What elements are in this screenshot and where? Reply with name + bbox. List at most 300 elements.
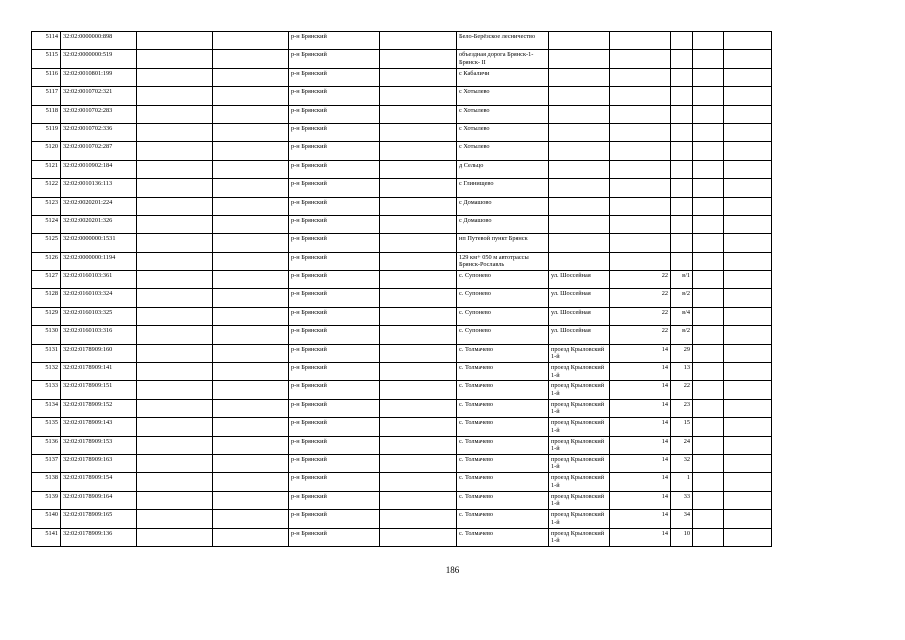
registry-table-body bbox=[32, 32, 772, 547]
cadastral-number-cell: 32:02:0178909:154 bbox=[61, 473, 137, 491]
building-cell: 13 bbox=[671, 363, 693, 381]
registry-table bbox=[31, 31, 772, 547]
street-cell bbox=[549, 50, 610, 68]
empty-cell bbox=[380, 528, 457, 546]
street-cell: проезд Крыловский 1-й bbox=[549, 344, 610, 362]
house-cell: 14 bbox=[610, 418, 671, 436]
district-cell: р-н Брянский bbox=[289, 50, 380, 68]
empty-cell bbox=[213, 197, 289, 215]
empty-cell bbox=[137, 363, 213, 381]
empty-cell bbox=[137, 436, 213, 454]
locality-cell: с Домашово bbox=[457, 215, 549, 233]
building-cell bbox=[671, 160, 693, 178]
house-cell: 14 bbox=[610, 436, 671, 454]
row-number-cell: 5128 bbox=[32, 289, 61, 307]
district-cell: р-н Брянский bbox=[289, 87, 380, 105]
table-row bbox=[32, 399, 772, 417]
cadastral-number-cell: 32:02:0178909:164 bbox=[61, 491, 137, 509]
locality-cell: с. Супонево bbox=[457, 326, 549, 344]
row-number-cell: 5117 bbox=[32, 87, 61, 105]
empty-cell bbox=[137, 123, 213, 141]
table-row bbox=[32, 418, 772, 436]
empty-cell bbox=[380, 50, 457, 68]
empty-cell bbox=[213, 105, 289, 123]
house-cell: 14 bbox=[610, 381, 671, 399]
house-cell bbox=[610, 234, 671, 252]
empty-cell bbox=[724, 105, 772, 123]
empty-cell bbox=[213, 363, 289, 381]
building-cell bbox=[671, 50, 693, 68]
locality-cell: д Сельцо bbox=[457, 160, 549, 178]
empty-cell bbox=[137, 179, 213, 197]
row-number-cell: 5115 bbox=[32, 50, 61, 68]
empty-cell bbox=[213, 510, 289, 528]
district-cell: р-н Брянский bbox=[289, 418, 380, 436]
cadastral-number-cell: 32:02:0160103:361 bbox=[61, 271, 137, 289]
cadastral-number-cell: 32:02:0178909:163 bbox=[61, 454, 137, 472]
row-number-cell: 5129 bbox=[32, 307, 61, 325]
district-cell: р-н Брянский bbox=[289, 381, 380, 399]
district-cell: р-н Брянский bbox=[289, 454, 380, 472]
house-cell: 22 bbox=[610, 271, 671, 289]
row-number-cell: 5114 bbox=[32, 32, 61, 50]
district-cell: р-н Брянский bbox=[289, 123, 380, 141]
empty-cell bbox=[213, 68, 289, 86]
empty-cell bbox=[137, 510, 213, 528]
empty-cell bbox=[380, 105, 457, 123]
row-number-cell: 5141 bbox=[32, 528, 61, 546]
building-cell bbox=[671, 123, 693, 141]
empty-cell bbox=[693, 381, 724, 399]
building-cell bbox=[671, 197, 693, 215]
cadastral-number-cell: 32:02:0010136:113 bbox=[61, 179, 137, 197]
building-cell bbox=[671, 234, 693, 252]
row-number-cell: 5120 bbox=[32, 142, 61, 160]
empty-cell bbox=[380, 510, 457, 528]
empty-cell bbox=[724, 307, 772, 325]
house-cell bbox=[610, 160, 671, 178]
locality-cell: с Домашово bbox=[457, 197, 549, 215]
cadastral-number-cell: 32:02:0178909:153 bbox=[61, 436, 137, 454]
street-cell bbox=[549, 215, 610, 233]
locality-cell: с. Толмачево bbox=[457, 473, 549, 491]
row-number-cell: 5130 bbox=[32, 326, 61, 344]
row-number-cell: 5138 bbox=[32, 473, 61, 491]
building-cell: 23 bbox=[671, 399, 693, 417]
empty-cell bbox=[724, 160, 772, 178]
table-row bbox=[32, 50, 772, 68]
empty-cell bbox=[137, 234, 213, 252]
house-cell bbox=[610, 179, 671, 197]
empty-cell bbox=[724, 344, 772, 362]
empty-cell bbox=[380, 197, 457, 215]
locality-cell: нп Путевой пункт Брянск bbox=[457, 234, 549, 252]
empty-cell bbox=[724, 289, 772, 307]
empty-cell bbox=[693, 528, 724, 546]
building-cell: 1 bbox=[671, 473, 693, 491]
district-cell: р-н Брянский bbox=[289, 234, 380, 252]
row-number-cell: 5125 bbox=[32, 234, 61, 252]
district-cell: р-н Брянский bbox=[289, 68, 380, 86]
row-number-cell: 5116 bbox=[32, 68, 61, 86]
district-cell: р-н Брянский bbox=[289, 363, 380, 381]
locality-cell: с. Толмачево bbox=[457, 381, 549, 399]
table-row bbox=[32, 252, 772, 270]
locality-cell: с Хотылево bbox=[457, 105, 549, 123]
table-row bbox=[32, 381, 772, 399]
cadastral-number-cell: 32:02:0178909:151 bbox=[61, 381, 137, 399]
table-row bbox=[32, 87, 772, 105]
table-row bbox=[32, 68, 772, 86]
district-cell: р-н Брянский bbox=[289, 436, 380, 454]
street-cell bbox=[549, 68, 610, 86]
building-cell bbox=[671, 252, 693, 270]
empty-cell bbox=[213, 491, 289, 509]
cadastral-number-cell: 32:02:0000000:1531 bbox=[61, 234, 137, 252]
district-cell: р-н Брянский bbox=[289, 510, 380, 528]
row-number-cell: 5127 bbox=[32, 271, 61, 289]
street-cell: ул. Шоссейная bbox=[549, 289, 610, 307]
house-cell: 14 bbox=[610, 399, 671, 417]
empty-cell bbox=[213, 32, 289, 50]
empty-cell bbox=[724, 142, 772, 160]
house-cell bbox=[610, 50, 671, 68]
street-cell bbox=[549, 123, 610, 141]
empty-cell bbox=[693, 179, 724, 197]
empty-cell bbox=[724, 179, 772, 197]
street-cell bbox=[549, 160, 610, 178]
cadastral-number-cell: 32:02:0160103:324 bbox=[61, 289, 137, 307]
street-cell: проезд Крыловский 1-й bbox=[549, 473, 610, 491]
empty-cell bbox=[137, 50, 213, 68]
building-cell bbox=[671, 32, 693, 50]
empty-cell bbox=[213, 123, 289, 141]
table-row bbox=[32, 510, 772, 528]
empty-cell bbox=[693, 491, 724, 509]
locality-cell: с Кабаличи bbox=[457, 68, 549, 86]
empty-cell bbox=[137, 454, 213, 472]
empty-cell bbox=[724, 510, 772, 528]
locality-cell: с. Толмачево bbox=[457, 454, 549, 472]
row-number-cell: 5119 bbox=[32, 123, 61, 141]
house-cell bbox=[610, 105, 671, 123]
table-row bbox=[32, 326, 772, 344]
building-cell: 15 bbox=[671, 418, 693, 436]
empty-cell bbox=[137, 68, 213, 86]
table-row bbox=[32, 160, 772, 178]
street-cell bbox=[549, 179, 610, 197]
house-cell: 14 bbox=[610, 510, 671, 528]
house-cell: 14 bbox=[610, 344, 671, 362]
empty-cell bbox=[693, 32, 724, 50]
house-cell: 14 bbox=[610, 491, 671, 509]
empty-cell bbox=[213, 160, 289, 178]
house-cell bbox=[610, 123, 671, 141]
row-number-cell: 5135 bbox=[32, 418, 61, 436]
cadastral-number-cell: 32:02:0160103:325 bbox=[61, 307, 137, 325]
locality-cell: с. Толмачево bbox=[457, 528, 549, 546]
row-number-cell: 5136 bbox=[32, 436, 61, 454]
street-cell: проезд Крыловский 1-й bbox=[549, 528, 610, 546]
empty-cell bbox=[137, 344, 213, 362]
locality-cell: с. Супонево bbox=[457, 271, 549, 289]
locality-cell: с. Толмачево bbox=[457, 399, 549, 417]
cadastral-number-cell: 32:02:0020201:326 bbox=[61, 215, 137, 233]
house-cell bbox=[610, 252, 671, 270]
empty-cell bbox=[724, 123, 772, 141]
locality-cell: с. Супонево bbox=[457, 289, 549, 307]
cadastral-number-cell: 32:02:0160103:316 bbox=[61, 326, 137, 344]
empty-cell bbox=[380, 160, 457, 178]
empty-cell bbox=[213, 87, 289, 105]
table-row bbox=[32, 528, 772, 546]
cadastral-number-cell: 32:02:0010702:283 bbox=[61, 105, 137, 123]
empty-cell bbox=[137, 491, 213, 509]
row-number-cell: 5137 bbox=[32, 454, 61, 472]
empty-cell bbox=[724, 68, 772, 86]
empty-cell bbox=[724, 32, 772, 50]
street-cell: проезд Крыловский 1-й bbox=[549, 418, 610, 436]
empty-cell bbox=[137, 381, 213, 399]
empty-cell bbox=[724, 363, 772, 381]
table-row bbox=[32, 344, 772, 362]
locality-cell: с. Толмачево bbox=[457, 344, 549, 362]
table-row bbox=[32, 289, 772, 307]
street-cell: ул. Шоссейная bbox=[549, 307, 610, 325]
empty-cell bbox=[213, 215, 289, 233]
empty-cell bbox=[213, 454, 289, 472]
table-row bbox=[32, 105, 772, 123]
empty-cell bbox=[380, 68, 457, 86]
empty-cell bbox=[693, 142, 724, 160]
row-number-cell: 5140 bbox=[32, 510, 61, 528]
row-number-cell: 5122 bbox=[32, 179, 61, 197]
house-cell bbox=[610, 87, 671, 105]
row-number-cell: 5121 bbox=[32, 160, 61, 178]
street-cell: ул. Шоссейная bbox=[549, 271, 610, 289]
empty-cell bbox=[693, 252, 724, 270]
district-cell: р-н Брянский bbox=[289, 491, 380, 509]
building-cell: 10 bbox=[671, 528, 693, 546]
table-row bbox=[32, 32, 772, 50]
building-cell bbox=[671, 105, 693, 123]
street-cell bbox=[549, 142, 610, 160]
cadastral-number-cell: 32:02:0010902:184 bbox=[61, 160, 137, 178]
empty-cell bbox=[380, 307, 457, 325]
empty-cell bbox=[213, 252, 289, 270]
empty-cell bbox=[724, 454, 772, 472]
district-cell: р-н Брянский bbox=[289, 289, 380, 307]
empty-cell bbox=[380, 289, 457, 307]
empty-cell bbox=[724, 87, 772, 105]
empty-cell bbox=[380, 326, 457, 344]
empty-cell bbox=[693, 326, 724, 344]
empty-cell bbox=[724, 234, 772, 252]
empty-cell bbox=[137, 160, 213, 178]
locality-cell: с. Толмачево bbox=[457, 510, 549, 528]
empty-cell bbox=[380, 234, 457, 252]
empty-cell bbox=[693, 436, 724, 454]
street-cell bbox=[549, 252, 610, 270]
empty-cell bbox=[137, 528, 213, 546]
empty-cell bbox=[724, 528, 772, 546]
cadastral-number-cell: 32:02:0010702:287 bbox=[61, 142, 137, 160]
empty-cell bbox=[137, 399, 213, 417]
house-cell: 14 bbox=[610, 363, 671, 381]
empty-cell bbox=[213, 326, 289, 344]
empty-cell bbox=[380, 87, 457, 105]
empty-cell bbox=[380, 271, 457, 289]
empty-cell bbox=[137, 87, 213, 105]
table-row bbox=[32, 123, 772, 141]
empty-cell bbox=[213, 381, 289, 399]
table-row bbox=[32, 197, 772, 215]
table-row bbox=[32, 179, 772, 197]
district-cell: р-н Брянский bbox=[289, 215, 380, 233]
building-cell bbox=[671, 179, 693, 197]
empty-cell bbox=[693, 344, 724, 362]
empty-cell bbox=[724, 326, 772, 344]
locality-cell: 129 км+ 050 м автотрассы Брянск-Рославль bbox=[457, 252, 549, 270]
empty-cell bbox=[213, 473, 289, 491]
empty-cell bbox=[693, 105, 724, 123]
empty-cell bbox=[380, 32, 457, 50]
empty-cell bbox=[137, 215, 213, 233]
empty-cell bbox=[380, 215, 457, 233]
district-cell: р-н Брянский bbox=[289, 105, 380, 123]
cadastral-number-cell: 32:02:0178909:143 bbox=[61, 418, 137, 436]
house-cell bbox=[610, 142, 671, 160]
row-number-cell: 5131 bbox=[32, 344, 61, 362]
empty-cell bbox=[137, 473, 213, 491]
cadastral-number-cell: 32:02:0000000:898 bbox=[61, 32, 137, 50]
street-cell bbox=[549, 234, 610, 252]
locality-cell: с. Толмачево bbox=[457, 363, 549, 381]
empty-cell bbox=[213, 142, 289, 160]
empty-cell bbox=[724, 252, 772, 270]
house-cell: 22 bbox=[610, 289, 671, 307]
street-cell: проезд Крыловский 1-й bbox=[549, 436, 610, 454]
empty-cell bbox=[693, 50, 724, 68]
building-cell: в/4 bbox=[671, 307, 693, 325]
house-cell bbox=[610, 32, 671, 50]
row-number-cell: 5118 bbox=[32, 105, 61, 123]
table-row bbox=[32, 307, 772, 325]
table-row bbox=[32, 436, 772, 454]
locality-cell: объездная дорога Брянск-1- Брянск- II bbox=[457, 50, 549, 68]
street-cell: проезд Крыловский 1-й bbox=[549, 454, 610, 472]
empty-cell bbox=[693, 160, 724, 178]
locality-cell: с Глинищево bbox=[457, 179, 549, 197]
empty-cell bbox=[693, 271, 724, 289]
building-cell: 34 bbox=[671, 510, 693, 528]
empty-cell bbox=[137, 252, 213, 270]
house-cell bbox=[610, 197, 671, 215]
table-row bbox=[32, 271, 772, 289]
street-cell bbox=[549, 32, 610, 50]
table-row bbox=[32, 142, 772, 160]
empty-cell bbox=[213, 307, 289, 325]
empty-cell bbox=[693, 234, 724, 252]
district-cell: р-н Брянский bbox=[289, 142, 380, 160]
empty-cell bbox=[213, 528, 289, 546]
cadastral-number-cell: 32:02:0178909:152 bbox=[61, 399, 137, 417]
empty-cell bbox=[137, 307, 213, 325]
locality-cell: с Хотылево bbox=[457, 123, 549, 141]
locality-cell: с. Толмачево bbox=[457, 491, 549, 509]
row-number-cell: 5133 bbox=[32, 381, 61, 399]
building-cell: 32 bbox=[671, 454, 693, 472]
empty-cell bbox=[693, 87, 724, 105]
empty-cell bbox=[724, 50, 772, 68]
building-cell bbox=[671, 215, 693, 233]
empty-cell bbox=[213, 50, 289, 68]
street-cell: проезд Крыловский 1-й bbox=[549, 399, 610, 417]
empty-cell bbox=[693, 215, 724, 233]
table-row bbox=[32, 473, 772, 491]
cadastral-number-cell: 32:02:0010702:321 bbox=[61, 87, 137, 105]
empty-cell bbox=[380, 454, 457, 472]
cadastral-number-cell: 32:02:0178909:165 bbox=[61, 510, 137, 528]
district-cell: р-н Брянский bbox=[289, 32, 380, 50]
empty-cell bbox=[213, 179, 289, 197]
district-cell: р-н Брянский bbox=[289, 344, 380, 362]
row-number-cell: 5139 bbox=[32, 491, 61, 509]
house-cell: 14 bbox=[610, 528, 671, 546]
district-cell: р-н Брянский bbox=[289, 252, 380, 270]
district-cell: р-н Брянский bbox=[289, 160, 380, 178]
empty-cell bbox=[724, 418, 772, 436]
empty-cell bbox=[137, 32, 213, 50]
empty-cell bbox=[213, 344, 289, 362]
empty-cell bbox=[380, 436, 457, 454]
empty-cell bbox=[724, 399, 772, 417]
building-cell: 22 bbox=[671, 381, 693, 399]
cadastral-number-cell: 32:02:0178909:160 bbox=[61, 344, 137, 362]
empty-cell bbox=[213, 289, 289, 307]
empty-cell bbox=[137, 142, 213, 160]
empty-cell bbox=[724, 381, 772, 399]
table-row bbox=[32, 454, 772, 472]
house-cell: 14 bbox=[610, 473, 671, 491]
empty-cell bbox=[380, 179, 457, 197]
empty-cell bbox=[213, 234, 289, 252]
locality-cell: с Хотылево bbox=[457, 142, 549, 160]
district-cell: р-н Брянский bbox=[289, 307, 380, 325]
empty-cell bbox=[380, 363, 457, 381]
street-cell: ул. Шоссейная bbox=[549, 326, 610, 344]
building-cell: в/1 bbox=[671, 271, 693, 289]
empty-cell bbox=[693, 418, 724, 436]
cadastral-number-cell: 32:02:0010702:336 bbox=[61, 123, 137, 141]
empty-cell bbox=[724, 491, 772, 509]
empty-cell bbox=[380, 142, 457, 160]
house-cell: 22 bbox=[610, 326, 671, 344]
street-cell: проезд Крыловский 1-й bbox=[549, 363, 610, 381]
empty-cell bbox=[724, 271, 772, 289]
locality-cell: с. Толмачево bbox=[457, 436, 549, 454]
building-cell: 24 bbox=[671, 436, 693, 454]
row-number-cell: 5126 bbox=[32, 252, 61, 270]
district-cell: р-н Брянский bbox=[289, 473, 380, 491]
empty-cell bbox=[693, 197, 724, 215]
empty-cell bbox=[137, 326, 213, 344]
empty-cell bbox=[213, 418, 289, 436]
empty-cell bbox=[693, 510, 724, 528]
row-number-cell: 5124 bbox=[32, 215, 61, 233]
building-cell: 29 bbox=[671, 344, 693, 362]
district-cell: р-н Брянский bbox=[289, 197, 380, 215]
